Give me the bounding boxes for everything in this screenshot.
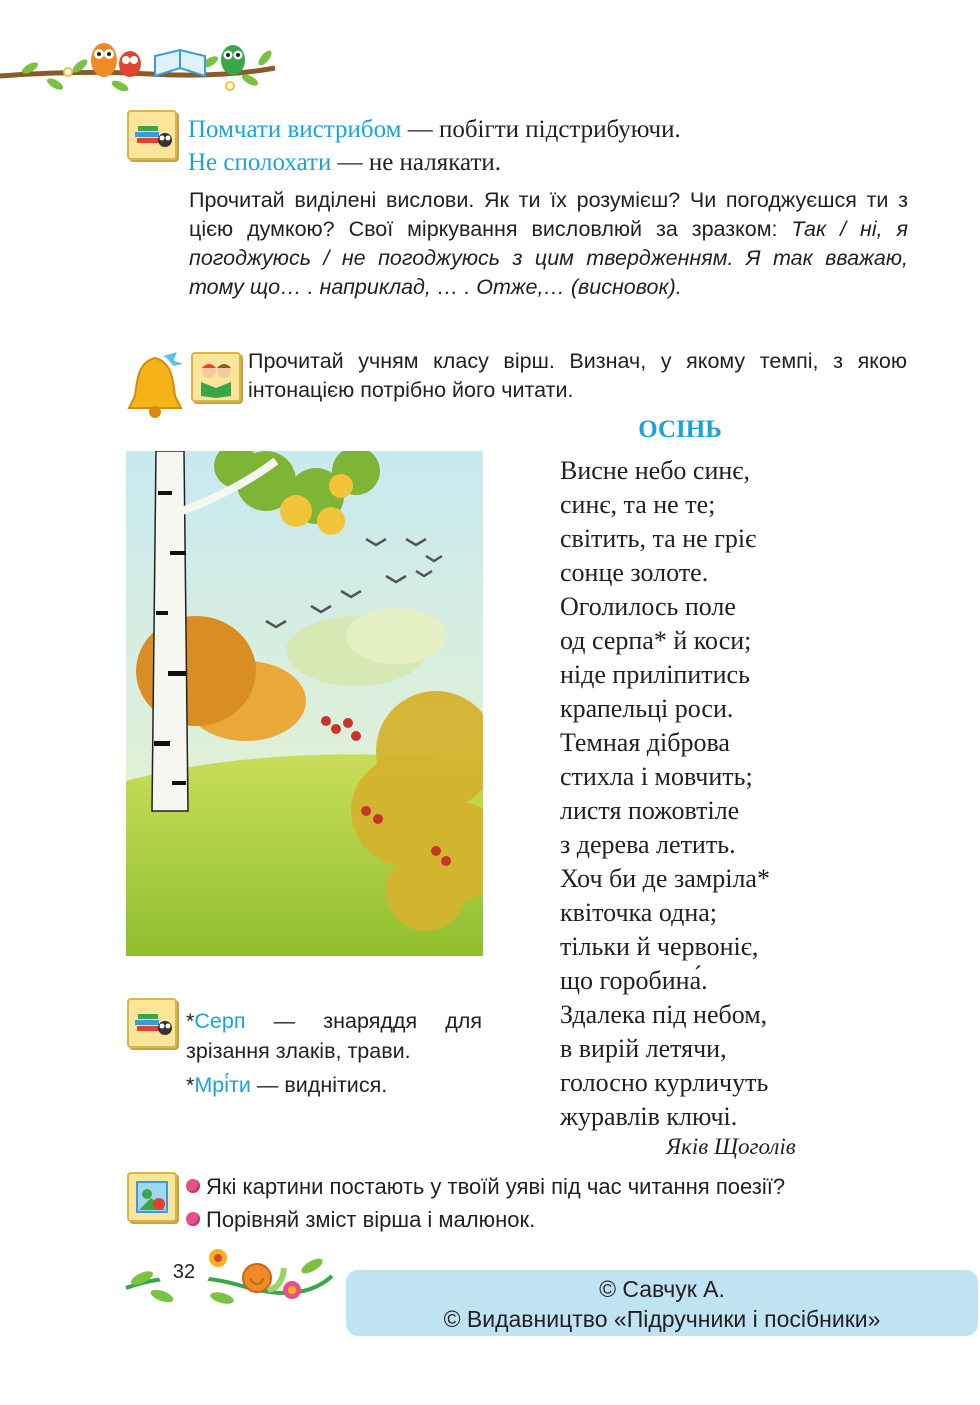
poem-line: ніде приліпитись	[560, 660, 750, 689]
task-read-poem	[248, 347, 907, 405]
bell-icon	[125, 352, 187, 422]
footnote: *Мрі́ти — виднітися.	[186, 1073, 388, 1097]
footnote-definition: — виднітися.	[250, 1073, 388, 1097]
poem-line: од серпа* й коси;	[560, 626, 752, 655]
question-item: Порівняй зміст вірша і малюнок.	[186, 1203, 785, 1236]
poem-author: Яків Щоголів	[666, 1134, 796, 1159]
poem-line: що горобина́.	[560, 966, 708, 995]
glossary-books-owl-icon	[127, 998, 177, 1048]
flower-icon	[283, 1281, 301, 1299]
autumn-landscape-illustration	[126, 451, 483, 956]
poem-line: журавлів ключі.	[560, 1102, 738, 1131]
glossary-entry: Не сполохати — не налякати.	[188, 149, 501, 176]
footnote-term: Серп	[194, 1009, 246, 1033]
poem-title: ОСІНЬ	[638, 416, 722, 443]
owl-orange-icon	[91, 43, 117, 77]
task-text: Прочитай виділені вислови. Як ти їх розумієш? Чи погоджуєшся ти з цією думкою? Свої міркування висловлюй за зразком:	[189, 188, 908, 241]
footnote-definition: — знаряддя для зрізання злаків, трави.	[186, 1009, 482, 1063]
glossary-term: Не сполохати	[188, 149, 332, 176]
poem-line: Здалека під небом,	[560, 1000, 768, 1029]
footnotes	[186, 1006, 482, 1100]
questions-list	[186, 1170, 785, 1236]
glossary-term: Помчати вистрибом	[188, 116, 402, 143]
copyright-author: © Савчук А.	[599, 1276, 725, 1302]
poem-line: синє, та не те;	[560, 490, 716, 519]
flowers-snail-decoration	[122, 1238, 334, 1310]
footnote-term: Мрі́ти	[194, 1073, 251, 1097]
flower-icon	[209, 1249, 227, 1267]
poem-line: в вирій летячи,	[560, 1034, 727, 1063]
task-text: Прочитай учням класу вірш. Визнач, у якому темпі, з якою інтонацією потрібно його читати.	[248, 349, 907, 402]
glossary-books-owl-icon	[127, 110, 177, 160]
poem-line: сонце золоте.	[560, 558, 709, 587]
poem-line: тільки й червоніє,	[560, 932, 759, 961]
owl-red-icon	[119, 51, 141, 77]
poem-line: Оголилось поле	[560, 592, 736, 621]
task-example: Так / ні, я погоджуюсь / не погоджуюсь з цим твердженням. Я так вважаю, тому що… . наприклад, … . Отже,… (висновок).	[189, 217, 908, 299]
poem-line: квіточка одна;	[560, 898, 717, 927]
copyright-publisher: © Видавництво «Підручники і посібники»	[443, 1306, 881, 1332]
glossary-definition: не налякати.	[368, 149, 501, 176]
poem-text	[560, 454, 770, 1134]
pink-bullet-icon	[186, 1179, 200, 1193]
poem-line: світить, та не гріє	[560, 524, 757, 553]
owl-green-icon	[221, 45, 245, 75]
open-book-icon	[155, 50, 205, 76]
glossary-definition: побігти підстрибуючи.	[438, 116, 681, 143]
pink-bullet-icon	[186, 1212, 200, 1226]
poem-line: стихла і мовчить;	[560, 762, 753, 791]
poem-line: крапельці роси.	[560, 694, 734, 723]
questions-picture-icon	[127, 1172, 177, 1222]
glossary-entry: Помчати вистрибом — побігти підстрибуючи.	[188, 116, 681, 143]
footnote: *Серп — знаряддя для зрізання злаків, трави.	[186, 1009, 482, 1063]
reading-children-icon	[191, 352, 241, 402]
snail-icon	[243, 1264, 284, 1292]
branch-with-owls-decoration	[0, 38, 280, 100]
question-item: Які картини постають у твоїй уяві під час читання поезії?	[186, 1170, 785, 1203]
poem-line: з дерева летить.	[560, 830, 736, 859]
page-number: 32	[158, 1255, 210, 1289]
copyright-box	[346, 1270, 978, 1336]
poem-line: листя пожовтіле	[560, 796, 740, 825]
task-discuss-expressions	[189, 186, 908, 302]
poem-line: Хоч би де замріла*	[560, 864, 770, 893]
poem-line: голосно курличуть	[560, 1068, 769, 1097]
poem-line: Темная діброва	[560, 728, 730, 757]
glossary-top	[188, 113, 928, 179]
poem-line: Висне небо синє,	[560, 456, 750, 485]
